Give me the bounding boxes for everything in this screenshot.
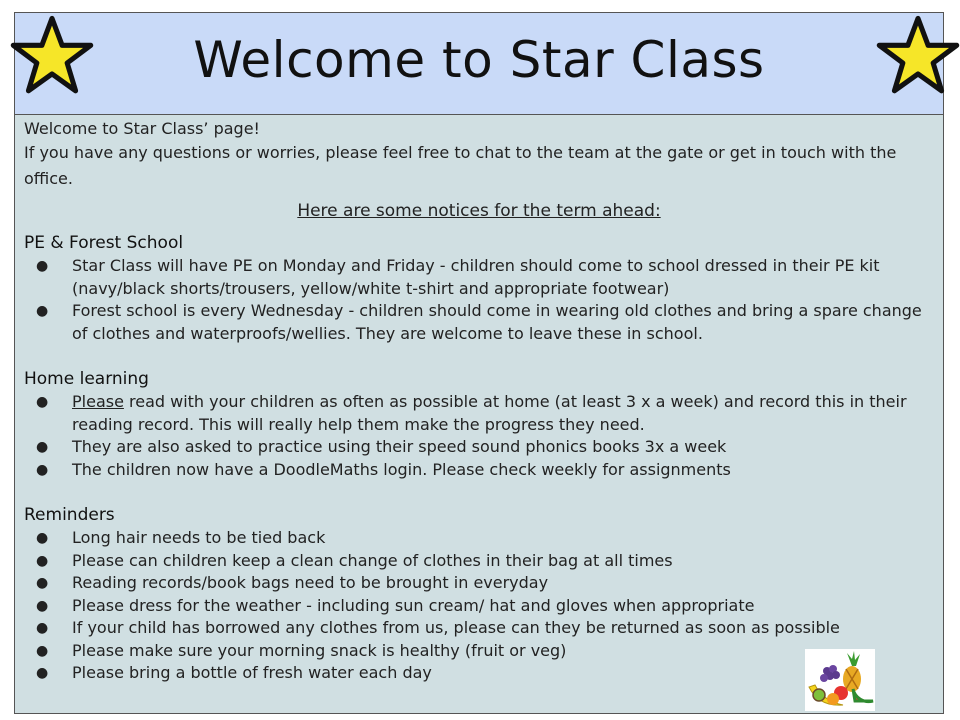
section-title-pe: PE & Forest School	[24, 233, 184, 253]
bullet: ●	[36, 461, 49, 478]
intro-line-welcome: Welcome to Star Class’ page!	[24, 119, 260, 138]
list-item	[24, 300, 934, 345]
list-item	[24, 391, 934, 436]
pe-list	[24, 255, 934, 345]
bullet: ●	[36, 597, 49, 614]
notices-heading: Here are some notices for the term ahead:	[297, 201, 661, 221]
bullet: ●	[36, 303, 49, 319]
emphasis-please: Please	[72, 392, 124, 411]
bullet: ●	[36, 620, 49, 636]
list-item-text: read with your children as often as possible at home (at least 3 x a week) and record this in their reading record. This will really help them make the progress they need.	[72, 392, 907, 434]
content-area	[24, 117, 934, 685]
intro-line-questions: If you have any questions or worries, please feel free to chat to the team at the gate or get in touch with the office.	[24, 143, 897, 188]
star-icon	[873, 15, 960, 95]
list-item-text: Star Class will have PE on Monday and Friday - children should come to school dressed in their PE kit (navy/black shorts/trousers, yellow/white t-shirt and appropriate footwear)	[72, 256, 880, 298]
list-item	[24, 595, 934, 618]
bullet: ●	[36, 439, 49, 455]
intro-text	[24, 117, 934, 192]
list-item-text: Long hair needs to be tied back	[72, 528, 326, 547]
bullet: ●	[36, 642, 49, 659]
header-banner	[15, 13, 943, 115]
bullet: ●	[36, 575, 49, 591]
fruit-basket-icon	[805, 649, 875, 711]
list-item-text: They are also asked to practice using their speed sound phonics books 3x a week	[72, 437, 727, 456]
bullet: ●	[36, 530, 49, 546]
list-item-text: If your child has borrowed any clothes from us, please can they be returned as soon as possible	[72, 618, 840, 637]
bullet: ●	[36, 552, 49, 569]
bullet: ●	[36, 258, 49, 274]
list-item-text: Please make sure your morning snack is healthy (fruit or veg)	[72, 640, 567, 660]
list-item	[24, 572, 934, 595]
list-item-text: The children now have a DoodleMaths login. Please check weekly for assignments	[72, 459, 731, 479]
list-item-text: Reading records/book bags need to be brought in everyday	[72, 573, 549, 592]
list-item-text: Forest school is every Wednesday - children should come in wearing old clothes and bring a spare change of clothes and waterproofs/wellies. They are welcome to leave these in school.	[72, 301, 922, 343]
list-item-text: Please dress for the weather - including sun cream/ hat and gloves when appropriate	[72, 595, 755, 615]
list-item	[24, 255, 934, 300]
reminders-list	[24, 527, 934, 685]
home-learning-list	[24, 391, 934, 481]
list-item	[24, 662, 934, 685]
list-item	[24, 550, 934, 573]
list-item-text: Please bring a bottle of fresh water each day	[72, 663, 432, 682]
list-item	[24, 459, 934, 482]
bullet: ●	[36, 665, 49, 681]
list-item	[24, 617, 934, 640]
list-item	[24, 640, 934, 663]
notice-board	[14, 12, 944, 714]
section-title-reminders: Reminders	[24, 505, 115, 525]
list-item	[24, 527, 934, 550]
page-title: Welcome to Star Class	[193, 31, 765, 89]
list-item	[24, 436, 934, 459]
section-title-home-learning: Home learning	[24, 369, 149, 389]
list-item-text: Please can children keep a clean change of clothes in their bag at all times	[72, 550, 673, 570]
bullet: ●	[36, 394, 49, 410]
